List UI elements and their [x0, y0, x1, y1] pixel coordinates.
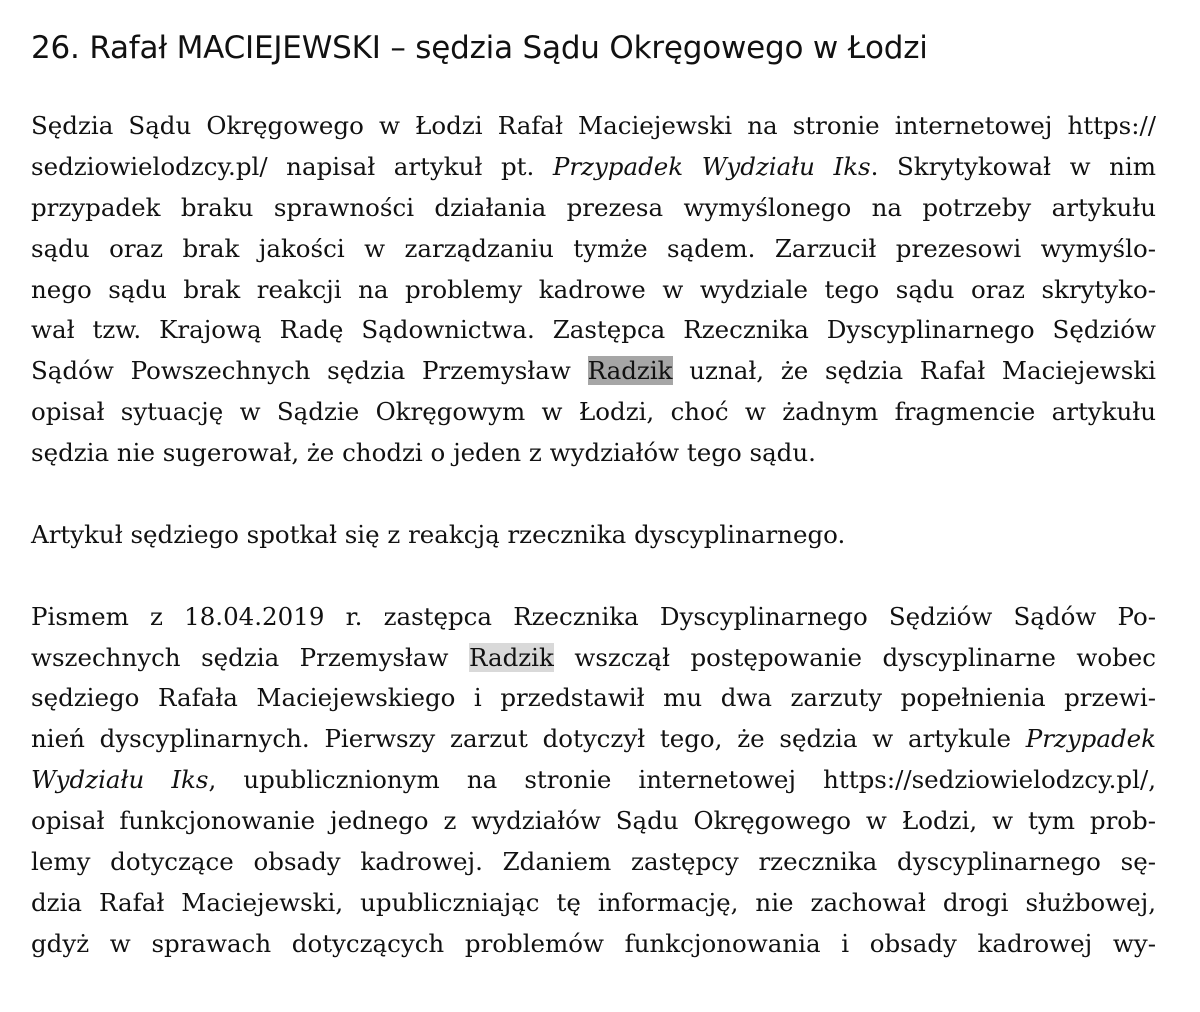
paragraph-2 [31, 515, 1156, 556]
document-page [31, 20, 1156, 965]
paragraph-3 [31, 597, 1156, 965]
text-line: wał tzw. Krajową Radę Sądownictwa. Zastępca Rzecznika Dyscyplinarnego Sędziów [31, 315, 1156, 345]
text-line: przypadek braku sprawności działania prezesa wymyślonego na potrzeby artykułu [31, 192, 1156, 222]
article-title: Przypadek Wydziału Iks [552, 151, 871, 181]
text-line: sedziowielodzcy.pl/ napisał artykuł pt. Przypadek Wydziału Iks. Skrytykował w nim [31, 151, 1156, 181]
search-highlight[interactable]: Radzik [468, 642, 554, 672]
text-line: dzia Rafał Maciejewski, upubliczniając tę informację, nie zachował drogi służbowej, [31, 887, 1156, 917]
text-line: opisał sytuację w Sądzie Okręgowym w Łodzi, choć w żadnym fragmencie artykułu [31, 397, 1156, 427]
text-line: Wydziału Iks, upublicznionym na stronie internetowej https://sedziowielodzcy.pl/, [31, 765, 1156, 795]
text-line: nień dyscyplinarnych. Pierwszy zarzut dotyczył tego, że sędzia w artykule Przypadek [31, 724, 1156, 754]
text-line: opisał funkcjonowanie jednego z wydziałów Sądu Okręgowego w Łodzi, w tym prob- [31, 806, 1156, 836]
text-line: wszechnych sędzia Przemysław Radzik wszczął postępowanie dyscyplinarne wobec [31, 642, 1156, 672]
text-line: gdyż w sprawach dotyczących problemów funkcjonowania i obsady kadrowej wy- [31, 928, 1156, 958]
text-line: nego sądu brak reakcji na problemy kadrowe w wydziale tego sądu oraz skrytyko- [31, 274, 1156, 304]
text-line: sądu oraz brak jakości w zarządzaniu tymże sądem. Zarzucił prezesowi wymyślo- [31, 233, 1156, 263]
text-line: lemy dotyczące obsady kadrowej. Zdaniem zastępcy rzecznika dyscyplinarnego sę- [31, 847, 1156, 877]
text-line: Artykuł sędziego spotkał się z reakcją rzecznika dyscyplinarnego. [31, 519, 846, 549]
text-line: sędziego Rafała Maciejewskiego i przedstawił mu dwa zarzuty popełnienia przewi- [31, 683, 1156, 713]
text-line: Sędzia Sądu Okręgowego w Łodzi Rafał Maciejewski na stronie internetowej https:// [31, 111, 1156, 140]
search-highlight-active[interactable]: Radzik [587, 356, 673, 386]
article-title: Przypadek [1025, 724, 1156, 754]
text-line: sędzia nie sugerował, że chodzi o jeden z wydziałów tego sądu. [31, 438, 816, 468]
article-title: Wydziału Iks [31, 765, 209, 795]
section-heading: 26. Rafał MACIEJEWSKI – sędzia Sądu Okręgowego w Łodzi [31, 30, 928, 66]
paragraph-gap [31, 474, 1156, 515]
paragraph-gap [31, 556, 1156, 597]
text-line: Sądów Powszechnych sędzia Przemysław Radzik uznał, że sędzia Rafał Maciejewski [31, 356, 1157, 386]
text-line: Pismem z 18.04.2019 r. zastępca Rzecznika Dyscyplinarnego Sędziów Sądów Po- [31, 601, 1156, 631]
paragraph-1 [31, 106, 1156, 474]
